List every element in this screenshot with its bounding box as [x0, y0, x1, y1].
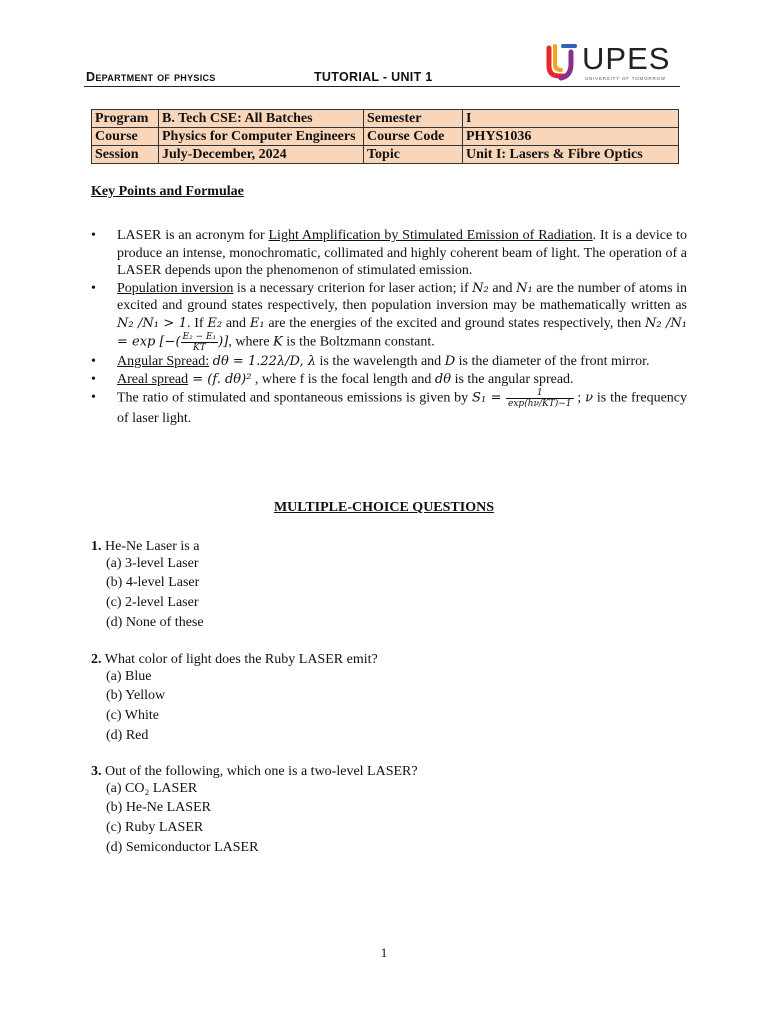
list-item — [91, 353, 687, 371]
table-cell: Session — [92, 146, 159, 164]
list-item — [91, 227, 687, 280]
bullet-icon: • — [91, 354, 96, 369]
table-cell: Unit I: Lasers & Fibre Optics — [463, 146, 679, 164]
question-number: 2. — [91, 652, 102, 667]
math: D — [444, 354, 456, 369]
upes-logo-mark-icon — [545, 42, 581, 82]
text: The ratio of stimulated and spontaneous emissions is given by — [117, 390, 473, 406]
text: Light Amplification by Stimulated Emission of Radiation — [268, 228, 593, 243]
text: and — [488, 280, 517, 296]
math: E₁ — [249, 315, 265, 331]
option: (a) CO₂ LASER — [106, 781, 198, 796]
text: is the Boltzmann constant. — [282, 334, 435, 350]
mcq-title: MULTIPLE-CHOICE QUESTIONS — [273, 500, 495, 515]
tutorial-label: TUTORIAL - UNIT 1 — [314, 70, 433, 84]
department-label: Department of physics — [86, 70, 216, 84]
logo-tagline: UNIVERSITY OF TOMORROW — [585, 76, 666, 81]
math: E₂ — [207, 315, 223, 331]
course-info-table — [91, 109, 679, 164]
table-cell: Semester — [364, 110, 463, 128]
text: . If — [186, 315, 208, 331]
frac-den: KT — [192, 343, 206, 353]
table-cell: Course Code — [364, 128, 463, 146]
question-text — [91, 763, 418, 780]
text: are the energies of the excited and ground states respectively, then — [264, 315, 646, 331]
table-row — [92, 128, 679, 146]
table-cell: B. Tech CSE: All Batches — [159, 110, 364, 128]
question-3 — [91, 763, 418, 856]
text: is the frequency of laser light. — [117, 390, 687, 426]
fraction — [506, 388, 573, 409]
key-points-list — [91, 227, 687, 428]
bullet-icon: • — [91, 228, 96, 243]
bullet-icon: • — [91, 371, 96, 387]
text: is the angular spread. — [451, 371, 574, 387]
frac-den: exp(hν/KT)−1 — [508, 399, 572, 409]
option: (a) Blue — [106, 669, 152, 684]
upes-logo — [545, 42, 675, 86]
math: dθ = 1.22λ/D, λ — [212, 354, 316, 369]
option: (b) He-Ne LASER — [106, 800, 211, 815]
table-cell: Physics for Computer Engineers — [159, 128, 364, 146]
table-cell: Course — [92, 128, 159, 146]
option: (d) Red — [106, 728, 149, 743]
page-number: 1 — [380, 945, 388, 960]
option: (b) 4-level Laser — [106, 575, 200, 590]
math: K — [273, 334, 283, 350]
text: is the wavelength and — [316, 354, 445, 369]
text: and — [222, 315, 250, 331]
frac-num: 1 — [506, 388, 573, 399]
question-text — [91, 651, 378, 668]
text: ; — [573, 390, 586, 406]
logo-wordmark: UPES — [582, 41, 671, 76]
question-text — [91, 538, 204, 555]
text: . It is a device to produce an intense, monochromatic, collimated and highly coherent beam of light. The operation of a LASER depends upon the phenomenon of stimulated emission. — [117, 228, 687, 278]
text: is a necessary criterion for laser action; if — [233, 280, 473, 296]
option: (a) 3-level Laser — [106, 556, 199, 571]
key-points-title: Key Points and Formulae — [91, 184, 244, 199]
text: , where f is the focal length and — [251, 371, 435, 387]
table-cell: July-December, 2024 — [159, 146, 364, 164]
question-1 — [91, 538, 204, 631]
fraction — [181, 332, 219, 353]
bullet-icon: • — [91, 390, 96, 405]
text: Areal spread — [117, 371, 189, 387]
table-row — [92, 110, 679, 128]
table-row — [92, 146, 679, 164]
math: = (f. dθ)² — [188, 371, 252, 387]
math: N₁ — [516, 280, 533, 296]
text: LASER is an acronym for — [117, 228, 269, 243]
math: S₁ = — [472, 390, 507, 406]
text: Out of the following, which one is a two-level LASER? — [101, 764, 418, 779]
option: (c) White — [106, 708, 159, 723]
header-rule — [84, 86, 680, 87]
table-cell: PHYS1036 — [463, 128, 679, 146]
table-cell: Program — [92, 110, 159, 128]
option: (c) 2-level Laser — [106, 595, 199, 610]
math: )] — [218, 334, 229, 350]
text: Population inversion — [117, 280, 234, 296]
math: N₂ — [472, 280, 489, 296]
text: What color of light does the Ruby LASER emit? — [101, 652, 378, 667]
option: (d) None of these — [106, 615, 204, 630]
text: Angular Spread: — [117, 354, 210, 369]
text: He-Ne Laser is a — [101, 539, 200, 554]
option: (b) Yellow — [106, 688, 166, 703]
bullet-icon: • — [91, 280, 96, 296]
option: (c) Ruby LASER — [106, 820, 204, 835]
math: dθ — [434, 371, 452, 387]
question-2 — [91, 651, 378, 744]
math: ν — [585, 390, 594, 406]
table-cell: Topic — [364, 146, 463, 164]
question-number: 1. — [91, 539, 102, 554]
text: is the diameter of the front mirror. — [455, 354, 650, 369]
math: N₂ /N₁ = exp [−( — [117, 315, 687, 350]
option: (d) Semiconductor LASER — [106, 840, 259, 855]
list-item — [91, 371, 687, 389]
math: N₂ /N₁ > 1 — [117, 315, 187, 331]
list-item — [91, 388, 687, 428]
text: , where — [228, 334, 274, 350]
frac-num: E₂ − E₁ — [182, 332, 217, 342]
text: are the number of atoms in excited and ground states respectively, then population inversion may be mathematically written as — [117, 280, 688, 313]
list-item — [91, 280, 687, 354]
table-cell: I — [463, 110, 679, 128]
question-number: 3. — [91, 764, 102, 779]
